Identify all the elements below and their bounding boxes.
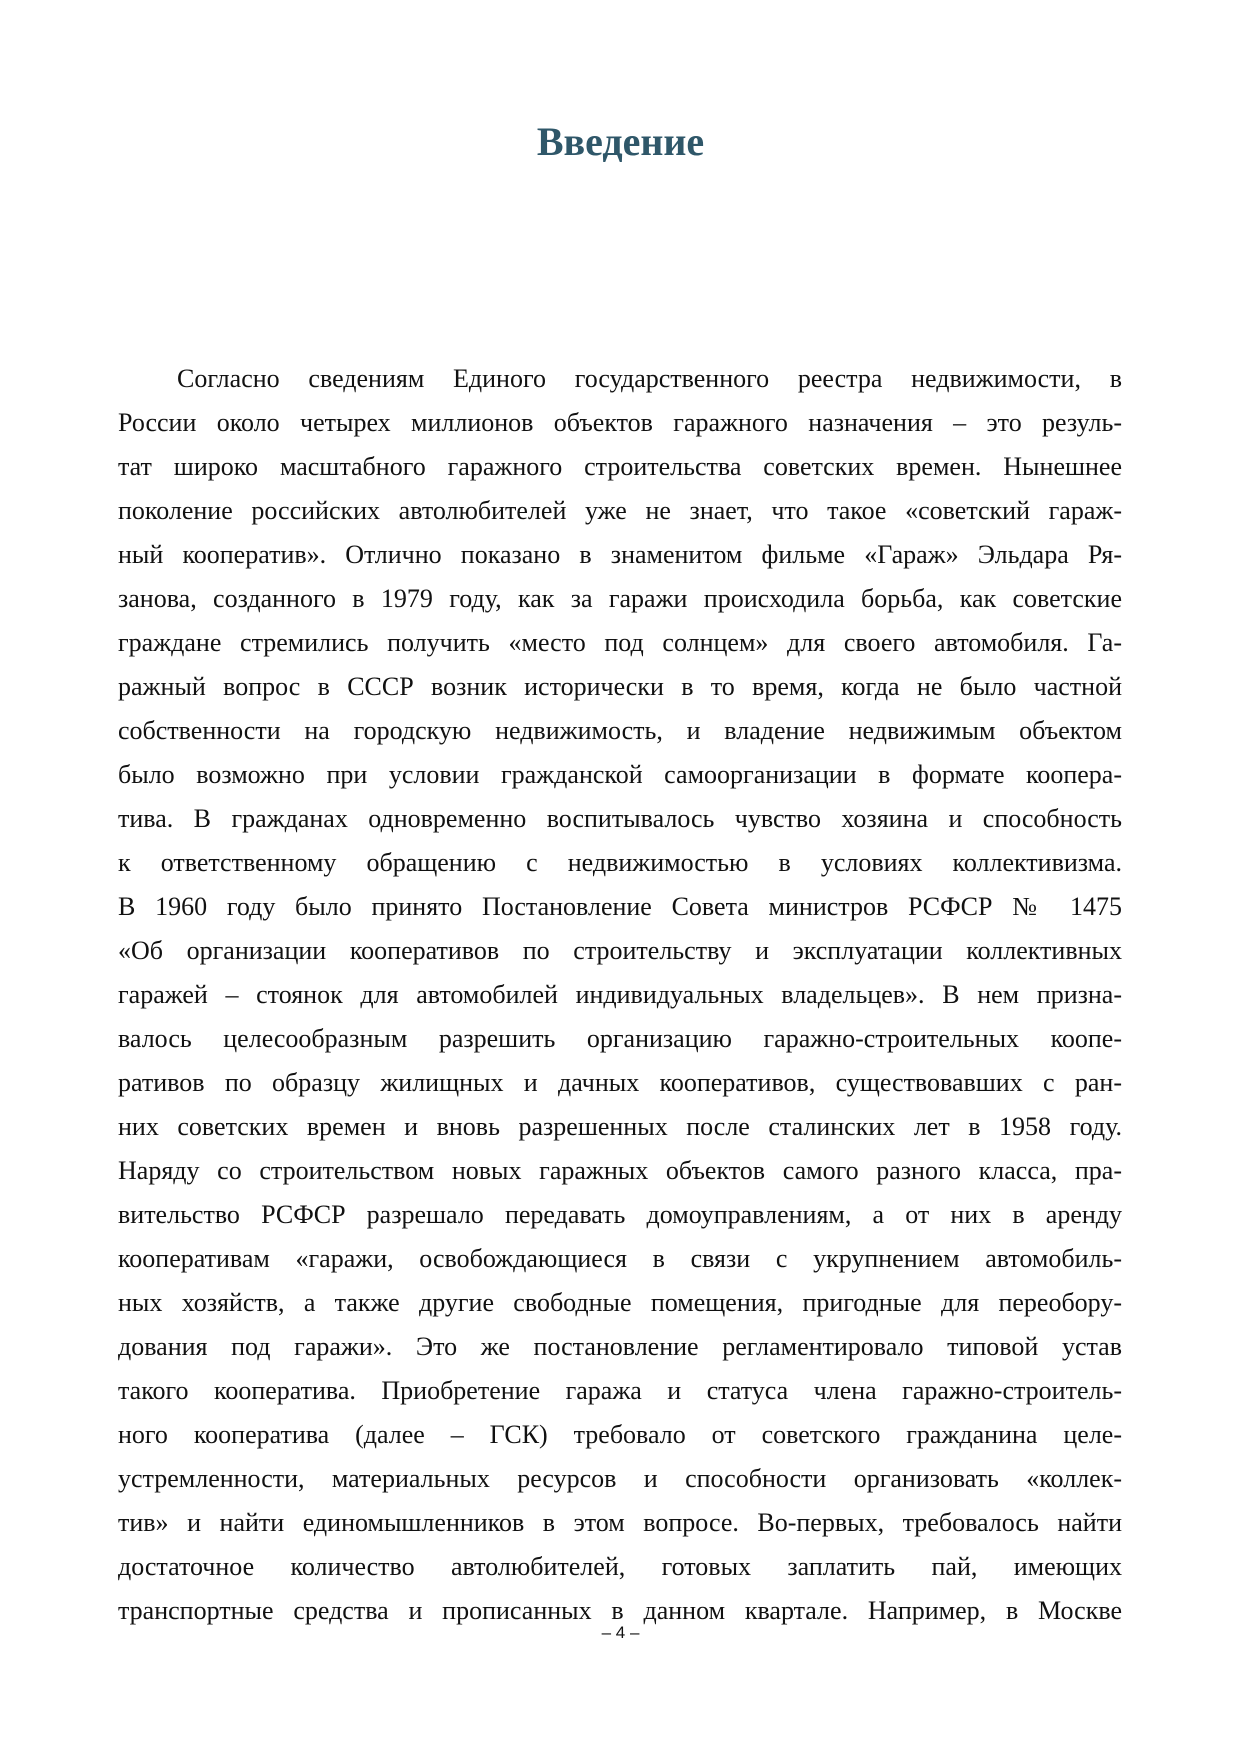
paragraph-line: транспортные средства и прописанных в данном квартале. Например, в Москве <box>118 1596 1122 1625</box>
paragraph-line: устремленности, материальных ресурсов и способности организовать «коллек- <box>118 1464 1122 1493</box>
page-title: Введение <box>536 119 705 164</box>
body-paragraph <box>118 357 1122 1633</box>
paragraph-line: граждане стремились получить «место под солнцем» для своего автомобиля. Га- <box>118 628 1122 657</box>
paragraph-line: собственности на городскую недвижимость, и владение недвижимым объектом <box>118 716 1122 745</box>
paragraph-line: В 1960 году было принято Постановление Совета министров РСФСР № 1475 <box>118 892 1122 921</box>
paragraph-line: них советских времен и вновь разрешенных после сталинских лет в 1958 году. <box>118 1112 1122 1141</box>
paragraph-line: было возможно при условии гражданской самоорганизации в формате коопера- <box>118 760 1122 789</box>
paragraph-line: Наряду со строительством новых гаражных объектов самого разного класса, пра- <box>118 1156 1122 1185</box>
paragraph-line: ражный вопрос в СССР возник исторически в то время, когда не было частной <box>118 672 1122 701</box>
paragraph-line: России около четырех миллионов объектов гаражного назначения – это резуль- <box>118 408 1122 437</box>
paragraph-line: гаражей – стоянок для автомобилей индивидуальных владельцев». В нем призна- <box>118 980 1122 1009</box>
paragraph-line: кооперативам «гаражи, освобождающиеся в связи с укрупнением автомобиль- <box>118 1244 1122 1273</box>
paragraph-line: ных хозяйств, а также другие свободные помещения, пригодные для переобору- <box>118 1288 1122 1317</box>
paragraph-line: дования под гаражи». Это же постановление регламентировало типовой устав <box>118 1332 1122 1361</box>
paragraph-line: тива. В гражданах одновременно воспитывалось чувство хозяина и способность <box>118 804 1122 833</box>
paragraph-line: такого кооператива. Приобретение гаража и статуса члена гаражно-строитель- <box>118 1376 1122 1405</box>
paragraph-line: тив» и найти единомышленников в этом вопросе. Во-первых, требовалось найти <box>118 1508 1122 1537</box>
paragraph-line: занова, созданного в 1979 году, как за гаражи происходила борьба, как советские <box>118 584 1122 613</box>
paragraph-line: вительство РСФСР разрешало передавать домоуправлениям, а от них в аренду <box>118 1200 1122 1229</box>
page-number: – 4 – <box>601 1623 640 1642</box>
paragraph-line: ный кооператив». Отлично показано в знаменитом фильме «Гараж» Эльдара Ря- <box>118 540 1122 569</box>
paragraph-line: валось целесообразным разрешить организацию гаражно-строительных коопе- <box>118 1024 1122 1053</box>
paragraph-line: ного кооператива (далее – ГСК) требовало от советского гражданина целе- <box>118 1420 1122 1449</box>
paragraph-line: достаточное количество автолюбителей, готовых заплатить пай, имеющих <box>118 1552 1122 1581</box>
paragraph-line: тат широко масштабного гаражного строительства советских времен. Нынешнее <box>118 452 1122 481</box>
paragraph-line: поколение российских автолюбителей уже не знает, что такое «советский гараж- <box>118 496 1122 525</box>
paragraph-line: Согласно сведениям Единого государственного реестра недвижимости, в <box>177 364 1122 393</box>
paragraph-line: «Об организации кооперативов по строительству и эксплуатации коллективных <box>118 936 1122 965</box>
paragraph-line: ративов по образцу жилищных и дачных кооперативов, существовавших с ран- <box>118 1068 1122 1097</box>
paragraph-line: к ответственному обращению с недвижимостью в условиях коллективизма. <box>118 848 1122 877</box>
